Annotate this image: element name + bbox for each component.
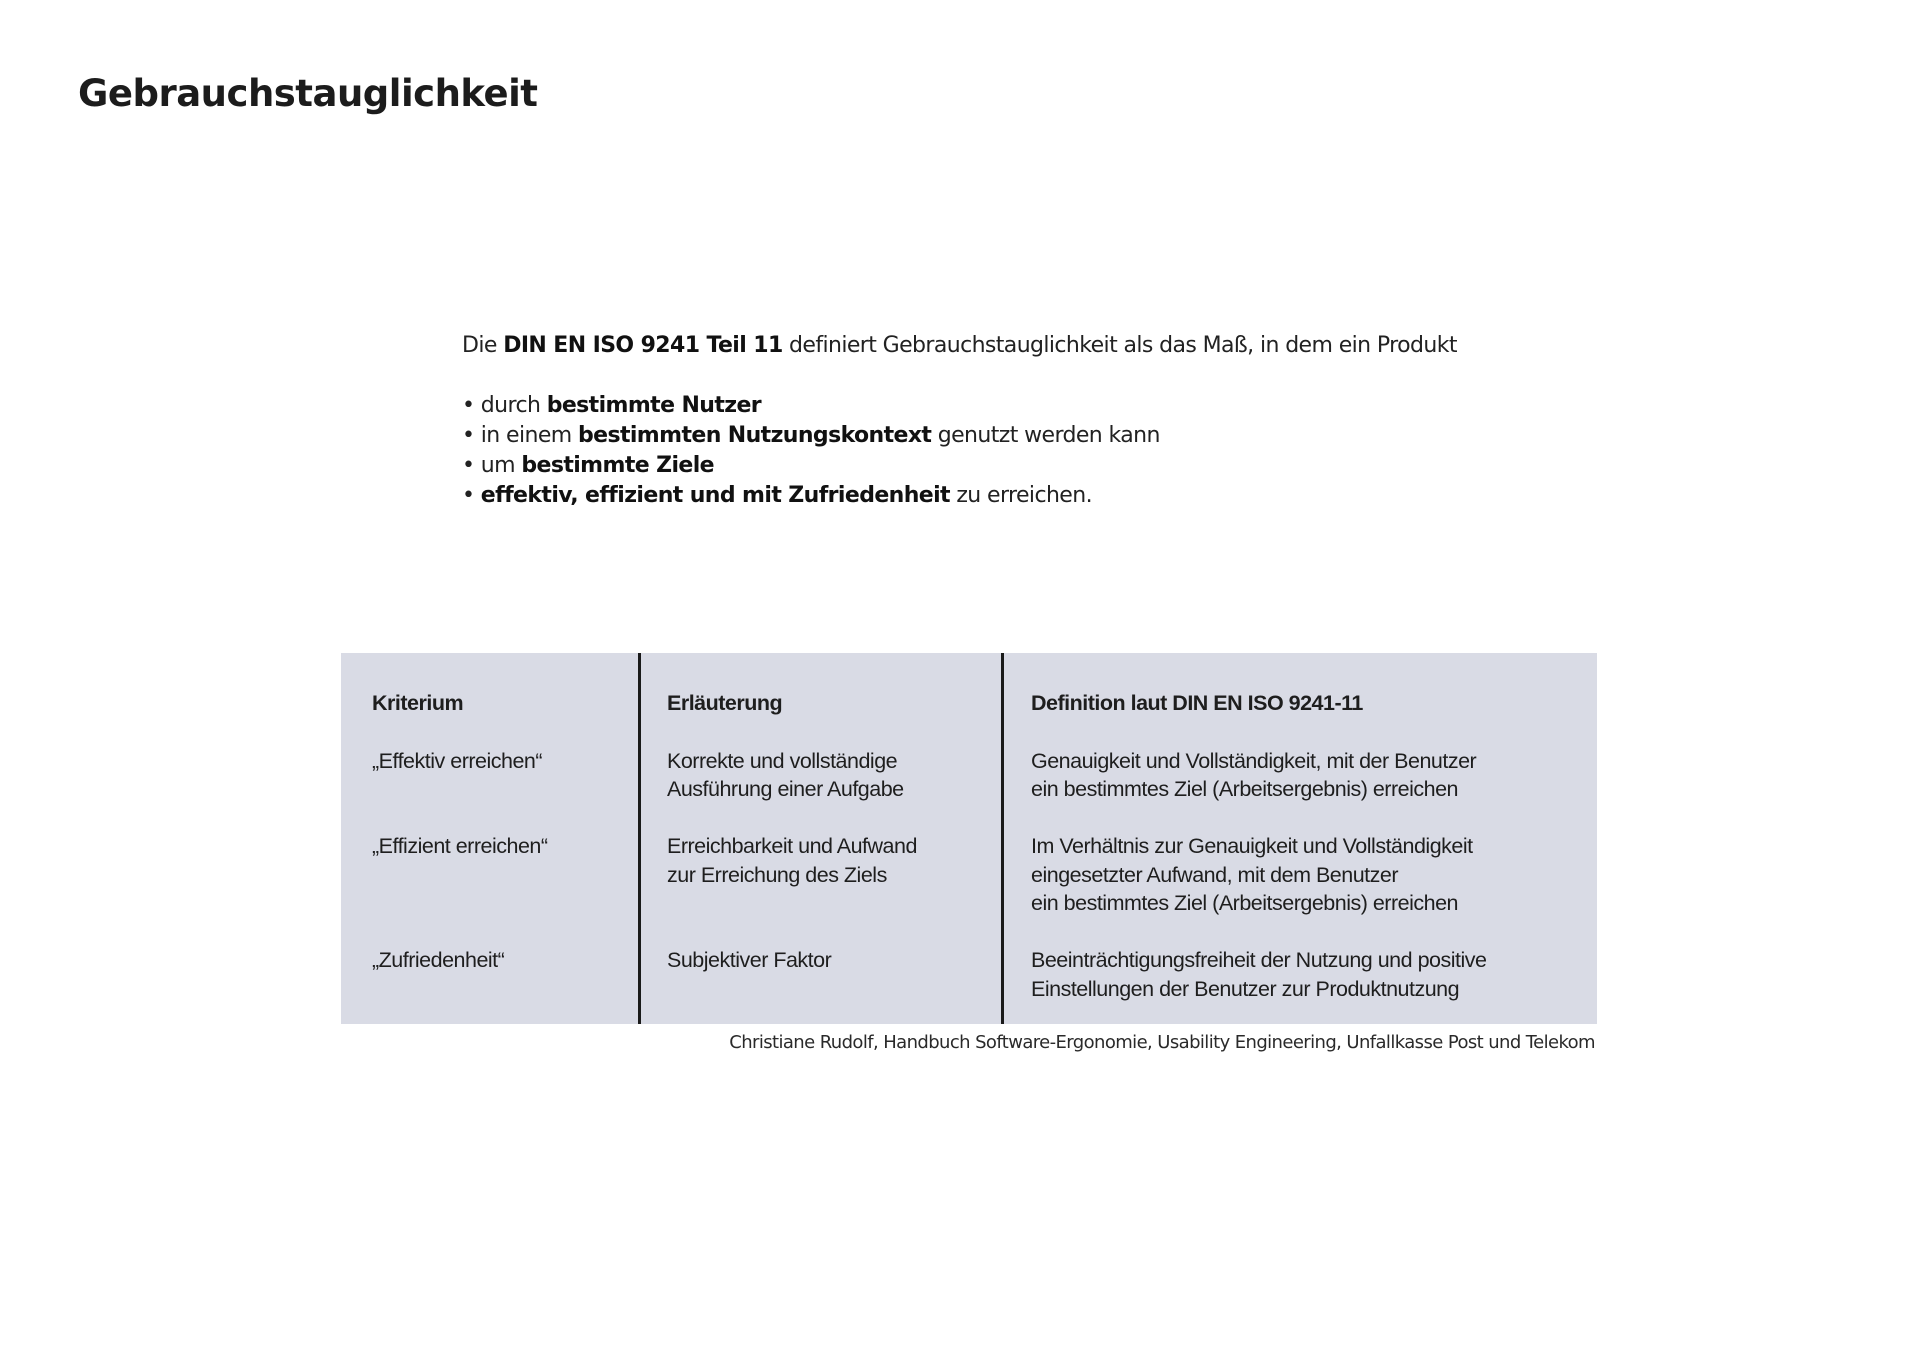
bullet-item <box>462 421 1562 451</box>
bullet-text: zu erreichen. <box>949 483 1092 508</box>
bullet-bold-text: bestimmte Ziele <box>521 453 715 478</box>
source-citation: Christiane Rudolf, Handbuch Software-Ergonomie, Usability Engineering, Unfallkasse Post und Telekom <box>729 1032 1595 1053</box>
intro-lead <box>462 331 1562 361</box>
header-definition: Definition laut DIN EN ISO 9241-11 <box>1031 691 1363 715</box>
column-erlaeuterung <box>667 689 997 1003</box>
usability-criteria-table <box>341 653 1597 1024</box>
column-divider <box>638 653 641 1024</box>
bullet-text: genutzt werden kann <box>931 423 1160 448</box>
bullet-bold-text: bestimmten Nutzungskontext <box>577 423 932 448</box>
column-divider <box>1001 653 1004 1024</box>
criteria-bullet-list <box>462 391 1562 511</box>
column-definition <box>1031 689 1591 1003</box>
bullet-icon: • <box>462 393 481 418</box>
page-title: Gebrauchstauglichkeit <box>78 72 538 115</box>
bullet-text: um <box>480 453 522 478</box>
cell-kriterium: „Zufriedenheit“ <box>372 948 505 972</box>
intro-lead-standard: DIN EN ISO 9241 Teil 11 <box>503 333 783 358</box>
bullet-text: in einem <box>480 423 578 448</box>
cell-erlaeuterung: Korrekte und vollständige Ausführung einer Aufgabe <box>667 748 904 801</box>
bullet-icon: • <box>462 453 481 478</box>
bullet-item <box>462 451 1562 481</box>
header-kriterium: Kriterium <box>372 691 464 715</box>
intro-lead-suffix: definiert Gebrauchstauglichkeit als das Maß, in dem ein Produkt <box>782 333 1457 358</box>
bullet-bold-text: effektiv, effizient und mit Zufriedenheit <box>480 483 950 508</box>
cell-definition: Im Verhältnis zur Genauigkeit und Vollständigkeit eingesetzter Aufwand, mit dem Benutzer ein bestimmtes Ziel (Arbeitsergebnis) erreichen <box>1031 834 1473 915</box>
column-kriterium <box>372 689 632 1003</box>
cell-kriterium: „Effektiv erreichen“ <box>372 748 543 773</box>
intro-section <box>462 331 1562 511</box>
bullet-icon: • <box>462 423 481 448</box>
header-erlaeuterung: Erläuterung <box>667 691 783 715</box>
bullet-icon: • <box>462 483 481 508</box>
cell-definition: Genauigkeit und Vollständigkeit, mit der Benutzer ein bestimmtes Ziel (Arbeitsergebnis) erreichen <box>1031 748 1477 801</box>
cell-definition: Beeinträchtigungsfreiheit der Nutzung und positive Einstellungen der Benutzer zur Produktnutzung <box>1031 948 1487 1001</box>
cell-erlaeuterung: Erreichbarkeit und Aufwand zur Erreichung des Ziels <box>667 834 917 887</box>
cell-erlaeuterung: Subjektiver Faktor <box>667 948 832 972</box>
bullet-item <box>462 391 1562 421</box>
bullet-text: durch <box>480 393 547 418</box>
intro-lead-prefix: Die <box>462 333 504 358</box>
bullet-bold-text: bestimmte Nutzer <box>546 393 762 418</box>
cell-kriterium: „Effizient erreichen“ <box>372 834 548 858</box>
bullet-item <box>462 481 1562 511</box>
